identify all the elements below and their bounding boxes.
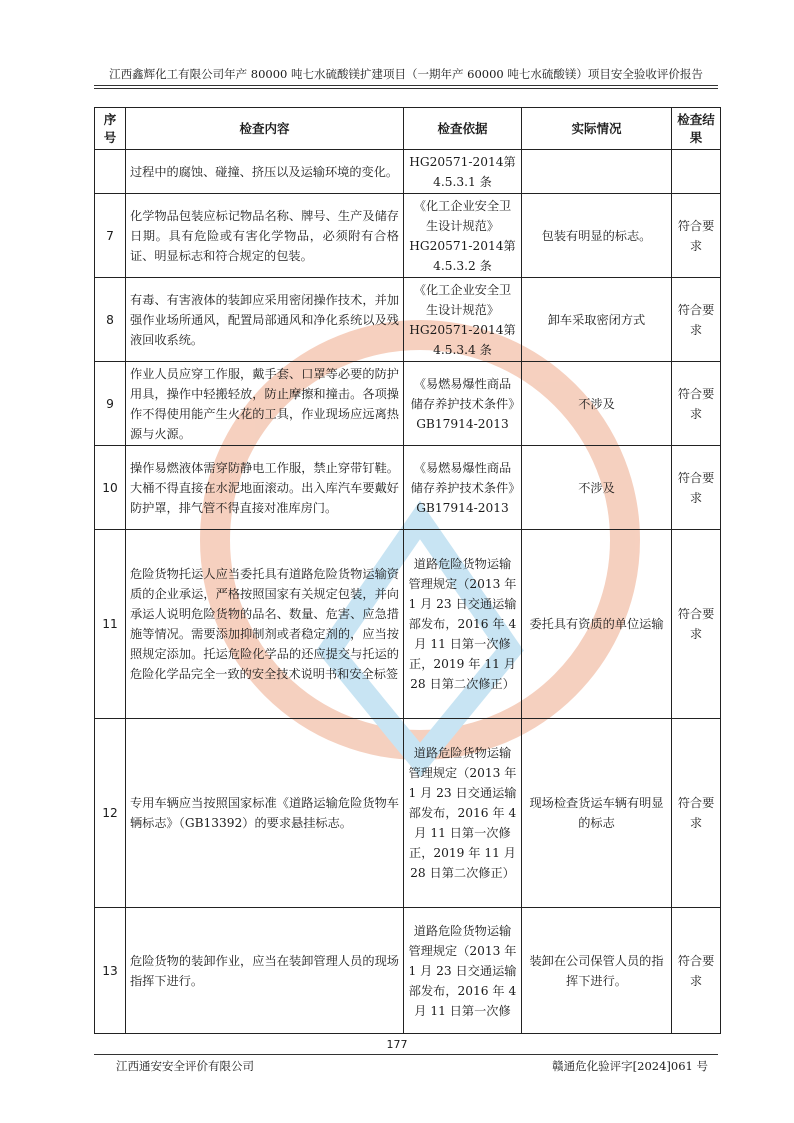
row-result: 符合要求: [672, 362, 721, 446]
row-no: 13: [95, 908, 126, 1034]
row-basis: 道路危险货物运输管理规定（2013 年 1 月 23 日交通运输部发布，2016 年 4 月 11 日第一次修正，2019 年 11 月 28 日第二次修正）: [404, 719, 522, 908]
header-content: 检查内容: [126, 108, 404, 150]
row-content: 专用车辆应当按照国家标准《道路运输危险货物车辆标志》（GB13392）的要求悬挂标志。: [126, 719, 404, 908]
report-header-title: 江西鑫辉化工有限公司年产 80000 吨七水硫酸镁扩建项目（一期年产 60000 吨七水硫酸镁）项目安全验收评价报告: [109, 67, 703, 81]
row-result: 符合要求: [672, 530, 721, 719]
row-actual: 不涉及: [522, 362, 672, 446]
row-actual: [522, 150, 672, 194]
row-basis: 《化工企业安全卫生设计规范》HG20571-2014第4.5.3.2 条: [404, 194, 522, 278]
table-row: [95, 194, 721, 278]
row-actual: 包装有明显的标志。: [522, 194, 672, 278]
row-basis: HG20571-2014第4.5.3.1 条: [404, 150, 522, 194]
header-no: 序号: [95, 108, 126, 150]
row-actual: 不涉及: [522, 446, 672, 530]
row-content: 作业人员应穿工作服，戴手套、口罩等必要的防护用具，操作中轻搬轻放，防止摩擦和撞击。各项操作不得使用能产生火花的工具，作业现场应远离热源与火源。: [126, 362, 404, 446]
row-actual: 卸车采取密闭方式: [522, 278, 672, 362]
footer-rule: [94, 1054, 718, 1055]
row-content: 危险货物的装卸作业，应当在装卸管理人员的现场指挥下进行。: [126, 908, 404, 1034]
row-content: 操作易燃液体需穿防静电工作服，禁止穿带钉鞋。大桶不得直接在水泥地面滚动。出入库汽车要戴好防护罩，排气管不得直接对准库房门。: [126, 446, 404, 530]
row-basis: 《化工企业安全卫生设计规范》HG20571-2014第4.5.3.4 条: [404, 278, 522, 362]
row-basis: 道路危险货物运输管理规定（2013 年 1 月 23 日交通运输部发布，2016 年 4 月 11 日第一次修正，2019 年 11 月 28 日第二次修正）: [404, 530, 522, 719]
row-actual: 现场检查货运车辆有明显的标志: [522, 719, 672, 908]
header-actual: 实际情况: [522, 108, 672, 150]
header-rule: [94, 85, 718, 86]
row-no: 12: [95, 719, 126, 908]
row-no: 8: [95, 278, 126, 362]
row-result: 符合要求: [672, 278, 721, 362]
row-no: 7: [95, 194, 126, 278]
row-no: [95, 150, 126, 194]
page-number: 177: [386, 1038, 408, 1051]
row-content: 危险货物托运人应当委托具有道路危险货物运输资质的企业承运，严格按照国家有关规定包装，并向承运人说明危险货物的品名、数量、危害、应急措施等情况。需要添加抑制剂或者稳定剂的，应当按照规定添加。托运危险化学品的还应提交与托运的危险化学品完全一致的安全技术说明书和安全标签: [126, 530, 404, 719]
row-content: 过程中的腐蚀、碰撞、挤压以及运输环境的变化。: [126, 150, 404, 194]
table-row: [95, 446, 721, 530]
table-row: [95, 362, 721, 446]
row-result: 符合要求: [672, 908, 721, 1034]
table-header-row: [95, 108, 721, 150]
header-rule-thin: [94, 88, 718, 89]
header-result: 检查结果: [672, 108, 721, 150]
table-row: [95, 530, 721, 719]
table-row: [95, 719, 721, 908]
row-content: 有毒、有害液体的装卸应采用密闭操作技术，并加强作业场所通风，配置局部通风和净化系统以及残液回收系统。: [126, 278, 404, 362]
row-content: 化学物品包装应标记物品名称、牌号、生产及储存日期。具有危险或有害化学物品，必须附有合格证、明显标志和符合规定的包装。: [126, 194, 404, 278]
footer-doc-number: 赣通危化验评字[2024]061 号: [552, 1059, 708, 1073]
table-row: [95, 908, 721, 1034]
row-result: [672, 150, 721, 194]
footer-company: 江西通安安全评价有限公司: [116, 1059, 254, 1073]
row-basis: 《易燃易爆性商品储存养护技术条件》GB17914-2013: [404, 446, 522, 530]
row-basis: 《易燃易爆性商品储存养护技术条件》GB17914-2013: [404, 362, 522, 446]
header-basis: 检查依据: [404, 108, 522, 150]
table-row: [95, 150, 721, 194]
row-result: 符合要求: [672, 719, 721, 908]
row-result: 符合要求: [672, 194, 721, 278]
inspection-table: [94, 107, 721, 1034]
row-basis: 道路危险货物运输管理规定（2013 年 1 月 23 日交通运输部发布，2016 年 4 月 11 日第一次修: [404, 908, 522, 1034]
row-no: 11: [95, 530, 126, 719]
row-no: 9: [95, 362, 126, 446]
row-no: 10: [95, 446, 126, 530]
row-actual: 委托具有资质的单位运输: [522, 530, 672, 719]
row-result: 符合要求: [672, 446, 721, 530]
row-actual: 装卸在公司保管人员的指挥下进行。: [522, 908, 672, 1034]
table-row: [95, 278, 721, 362]
